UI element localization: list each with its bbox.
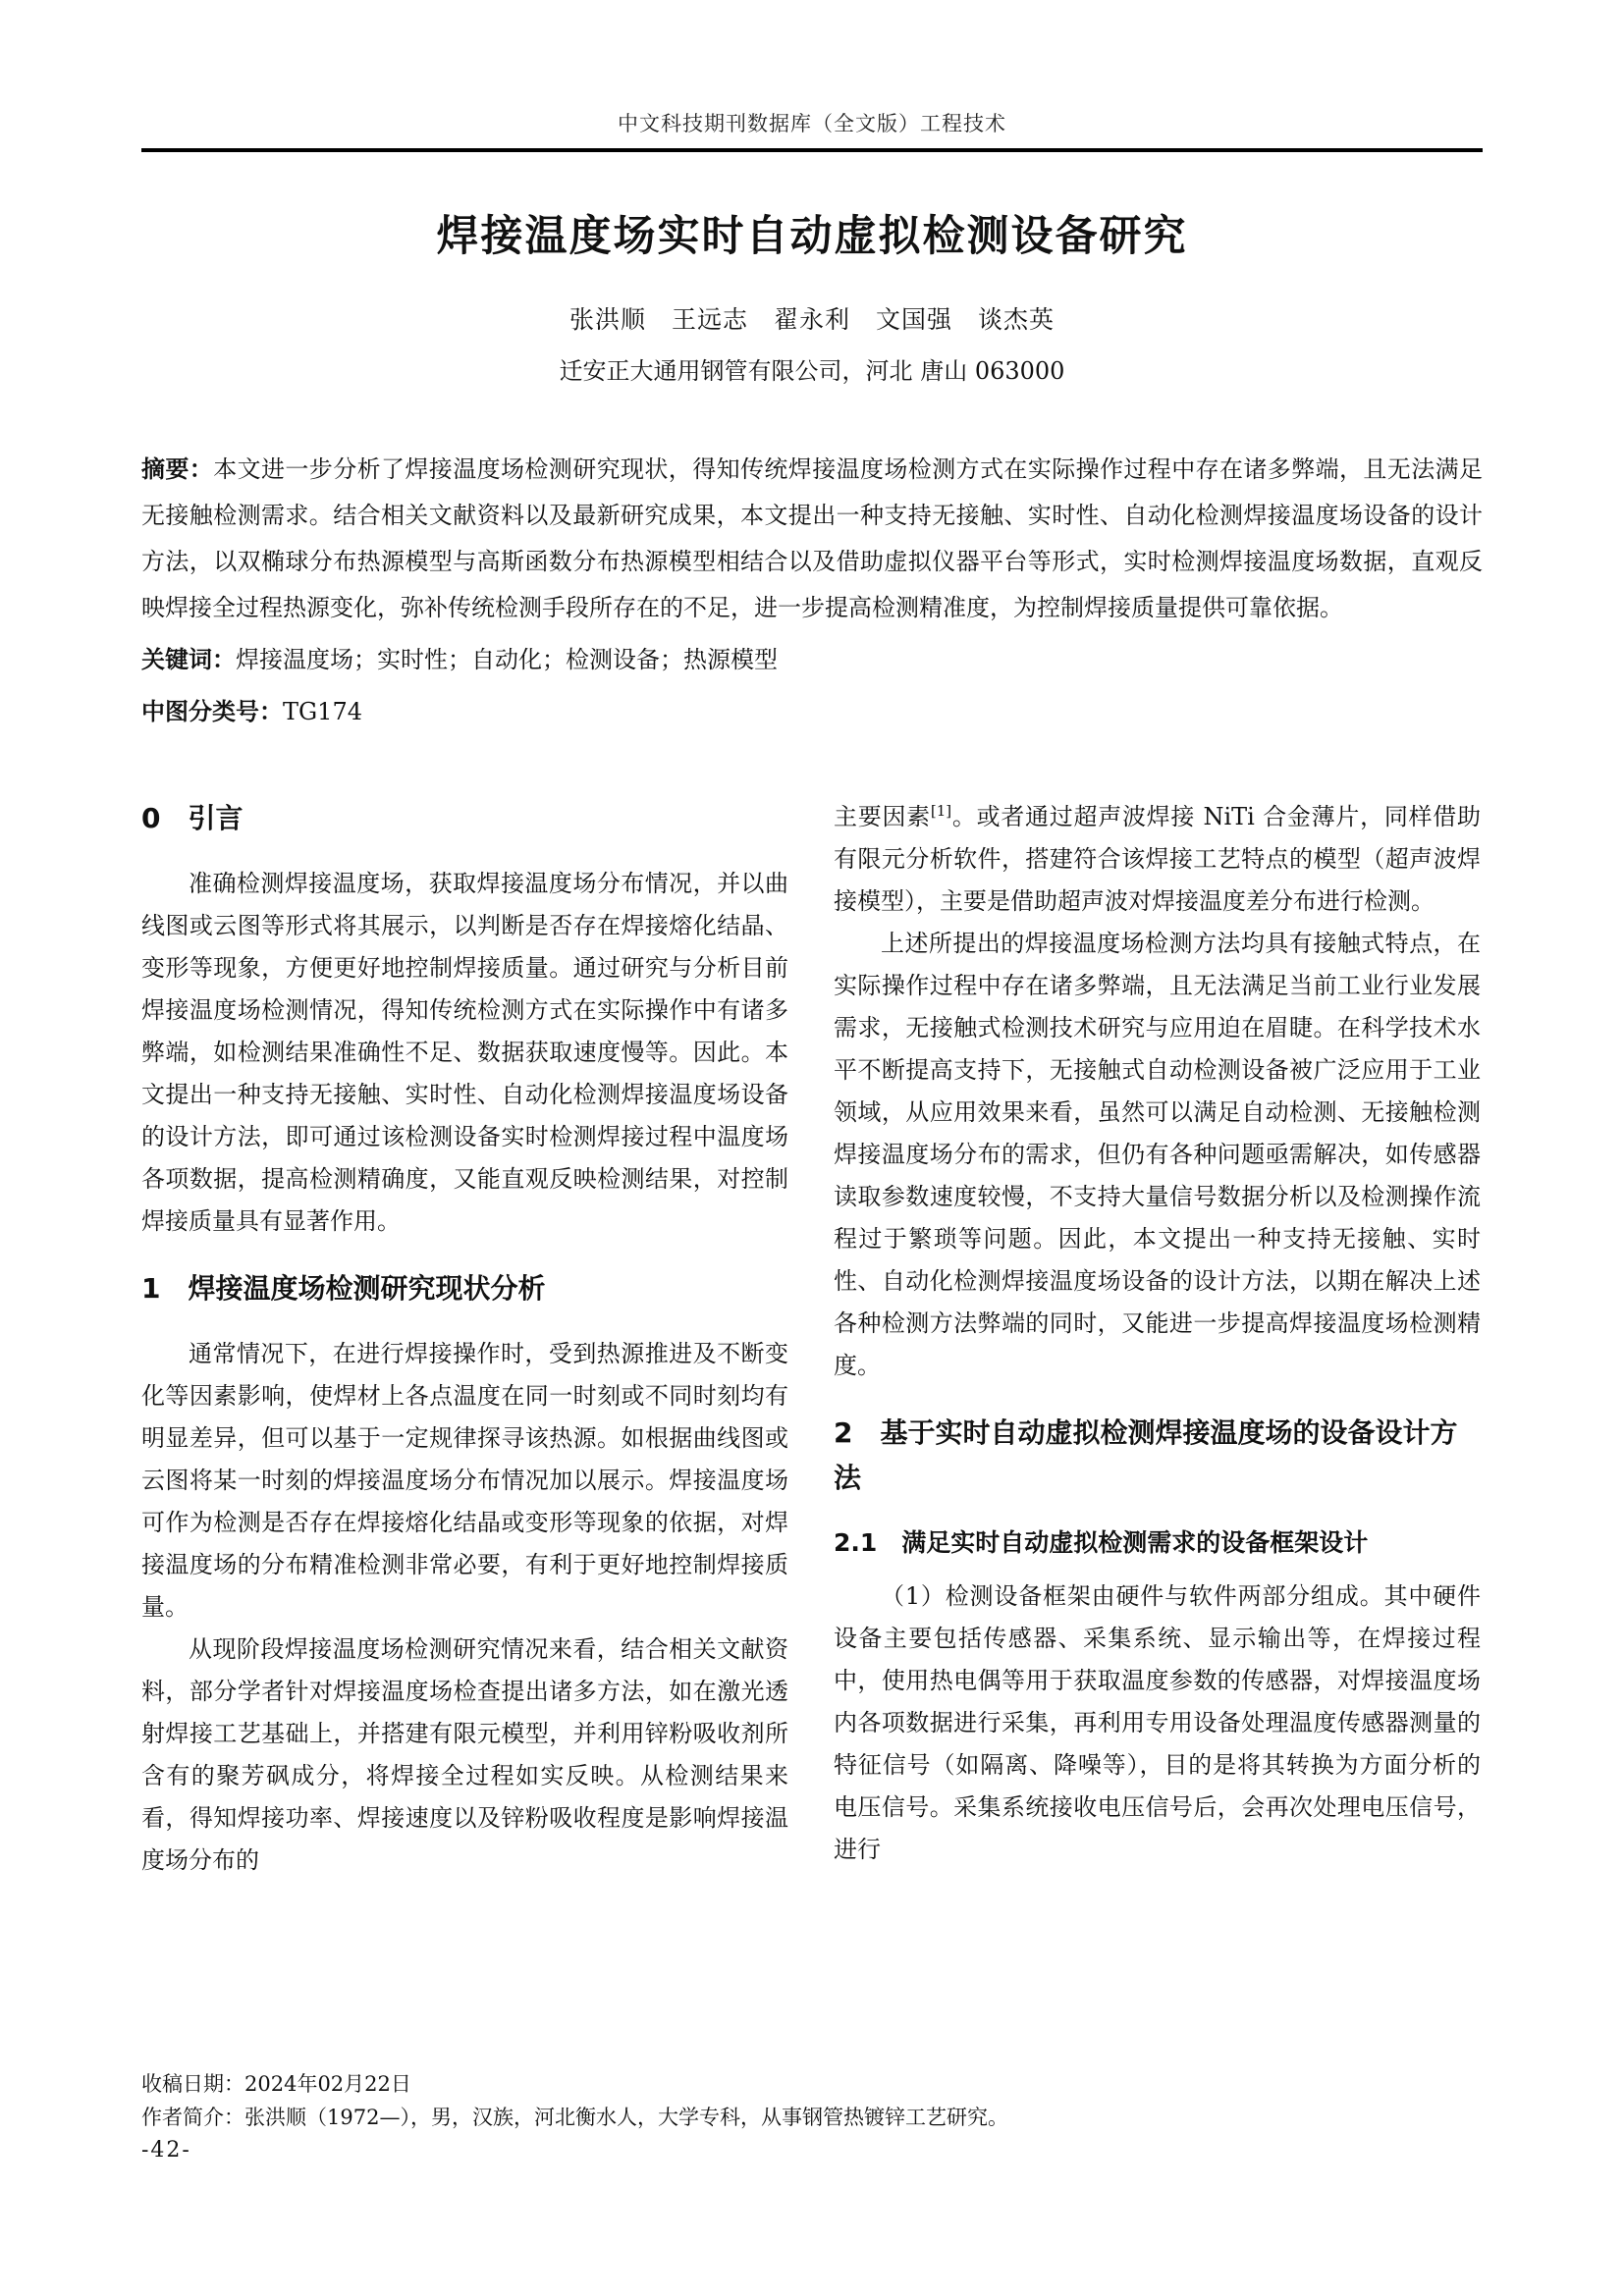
author-bio-line [141,2101,1483,2134]
section1-paragraph-continuation [834,796,1481,923]
received-date-value: 2024年02月22日 [244,2072,411,2096]
clc-value: TG174 [283,698,362,725]
clc-label: 中图分类号： [141,698,283,725]
author-bio-value: 张洪顺（1972—），男，汉族，河北衡水人，大学专科，从事钢管热镀锌工艺研究。 [244,2106,1008,2129]
continuation-text-post: 。或者通过超声波焊接 NiTi 合金薄片，同样借助有限元分析软件，搭建符合该焊接工艺特点的模型（超声波焊接模型），主要是借助超声波对焊接温度差分布进行检测。 [834,803,1481,915]
keywords-paragraph [141,637,1483,683]
section1-paragraph-c: 上述所提出的焊接温度场检测方法均具有接触式特点，在实际操作过程中存在诸多弊端，且无法满足当前工业行业发展需求，无接触式检测技术研究与应用迫在眉睫。在科学技术水平不断提高支持下，无接触式自动检测设备被广泛应用于工业领域，从应用效果来看，虽然可以满足自动检测、无接触检测焊接温度场分布的需求，但仍有各种问题亟需解决，如传感器读取参数速度较慢，不支持大量信号数据分析以及检测操作流程过于繁琐等问题。因此，本文提出一种支持无接触、实时性、自动化检测焊接温度场设备的设计方法，以期在解决上述各种检测方法弊端的同时，又能进一步提高焊接温度场检测精度。 [834,930,1481,1379]
continuation-text-pre: 主要因素 [834,803,931,830]
body-columns [141,796,1483,1882]
authors-line: 张洪顺 王远志 翟永利 文国强 谈杰英 [568,305,1055,334]
right-column [834,796,1481,1882]
journal-header: 中文科技期刊数据库（全文版）工程技术 [618,112,1006,135]
left-column [141,796,788,1882]
section-heading-0: 0 引言 [141,802,244,834]
page-number: -42- [141,2138,191,2163]
section1-paragraph-b: 从现阶段焊接温度场检测研究情况来看，结合相关文献资料，部分学者针对焊接温度场检查提出诸多方法，如在激光透射焊接工艺基础上，并搭建有限元模型，并利用锌粉吸收剂所含有的聚芳砜成分，将焊接全过程如实反映。从检测结果来看，得知焊接功率、焊接速度以及锌粉吸收程度是影响焊接温度场分布的 [141,1635,788,1874]
received-date-line [141,2067,1483,2101]
section-heading-1: 1 焊接温度场检测研究现状分析 [141,1272,546,1305]
keywords-label: 关键词： [141,646,236,673]
section-heading-2: 2 基于实时自动虚拟检测焊接温度场的设备设计方法 [834,1416,1458,1494]
author-bio-label: 作者简介： [141,2106,244,2129]
section-heading-2-1: 2.1 满足实时自动虚拟检测需求的设备框架设计 [834,1528,1369,1557]
footer-notes [141,2067,1483,2167]
front-matter [141,447,1483,735]
section2-paragraph: （1）检测设备框架由硬件与软件两部分组成。其中硬件设备主要包括传感器、采集系统、显示输出等，在焊接过程中，使用热电偶等用于获取温度参数的传感器，对焊接温度场内各项数据进行采集，再利用专用设备处理温度传感器测量的特征信号（如隔离、降噪等），目的是将其转换为方面分析的电压信号。采集系统接收电压信号后，会再次处理电压信号，进行 [834,1582,1481,1863]
abstract-text: 本文进一步分析了焊接温度场检测研究现状，得知传统焊接温度场检测方式在实际操作过程中存在诸多弊端，且无法满足无接触检测需求。结合相关文献资料以及最新研究成果，本文提出一种支持无接触、实时性、自动化检测焊接温度场设备的设计方法，以双椭球分布热源模型与高斯函数分布热源模型相结合以及借助虚拟仪器平台等形式，实时检测焊接温度场数据，直观反映焊接全过程热源变化，弥补传统检测手段所存在的不足，进一步提高检测精准度，为控制焊接质量提供可靠依据。 [141,455,1483,621]
affiliation-line: 迁安正大通用钢管有限公司，河北 唐山 063000 [559,357,1065,385]
citation-superscript: [1] [930,802,952,820]
section1-paragraph-a: 通常情况下，在进行焊接操作时，受到热源推进及不断变化等因素影响，使焊材上各点温度在同一时刻或不同时刻均有明显差异，但可以基于一定规律探寻该热源。如根据曲线图或云图将某一时刻的焊接温度场分布情况加以展示。焊接温度场可作为检测是否存在焊接熔化结晶或变形等现象的依据，对焊接温度场的分布精准检测非常必要，有利于更好地控制焊接质量。 [141,1340,788,1621]
keywords-text: 焊接温度场；实时性；自动化；检测设备；热源模型 [236,646,778,673]
abstract-paragraph [141,447,1483,631]
abstract-label: 摘要： [141,455,214,483]
paper-title: 焊接温度场实时自动虚拟检测设备研究 [436,212,1188,261]
header-rule [141,148,1483,152]
clc-paragraph [141,689,1483,735]
intro-paragraph: 准确检测焊接温度场，获取焊接温度场分布情况，并以曲线图或云图等形式将其展示，以判断是否存在焊接熔化结晶、变形等现象，方便更好地控制焊接质量。通过研究与分析目前焊接温度场检测情况，得知传统检测方式在实际操作中有诸多弊端，如检测结果准确性不足、数据获取速度慢等。因此。本文提出一种支持无接触、实时性、自动化检测焊接温度场设备的设计方法，即可通过该检测设备实时检测焊接过程中温度场各项数据，提高检测精确度，又能直观反映检测结果，对控制焊接质量具有显著作用。 [141,870,788,1235]
received-date-label: 收稿日期： [141,2072,244,2096]
